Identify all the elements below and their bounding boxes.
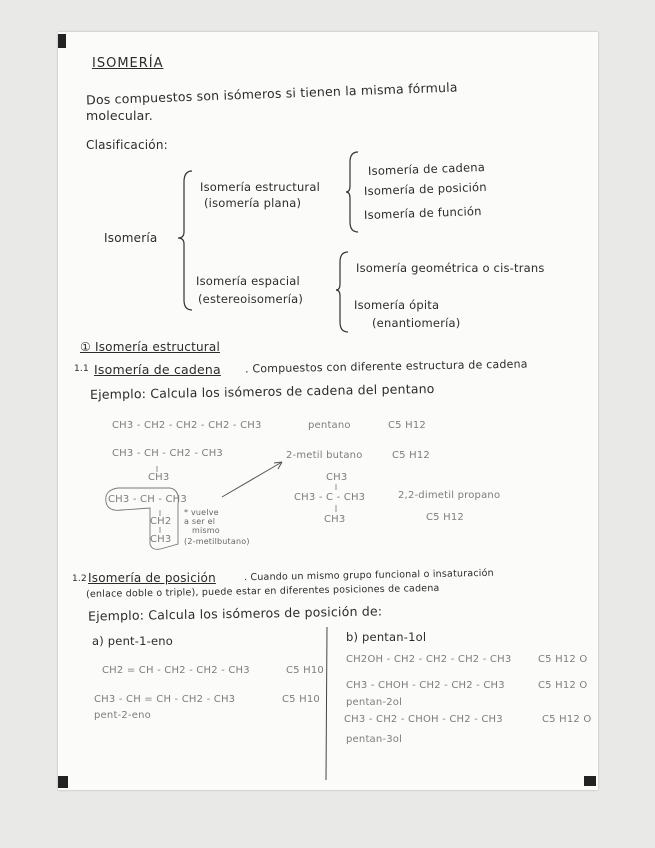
page-title: ISOMERÍA (92, 56, 164, 71)
col-b-formula-2-name: pentan-2ol (346, 697, 403, 708)
intro-line-1: Dos compuestos son isómeros si tienen la misma fórmula (85, 79, 458, 108)
pentane-formula: CH3 - CH2 - CH2 - CH2 - CH3 (112, 420, 262, 431)
spatial-type-geometric: Isomería geométrica o cis-trans (356, 261, 545, 275)
col-a-formula-2-mf: C5 H10 (282, 694, 320, 705)
circled-ch3: CH3 (150, 534, 172, 545)
methylbutane-mf: C5 H12 (392, 450, 430, 461)
dimethyl-name: 2,2-dimetil propano (398, 490, 501, 501)
note-line-2: a ser el (184, 517, 216, 526)
col-a-formula-1: CH2 = CH - CH2 - CH2 - CH3 (102, 665, 250, 676)
circled-ch2: CH2 (150, 516, 172, 527)
page-corner-mark (584, 776, 596, 786)
structural-type-2: Isomería de posición (363, 179, 487, 199)
col-a-formula-2-name: pent-2-eno (94, 710, 151, 721)
col-b-formula-2-mf: C5 H12 O (538, 680, 588, 691)
methylbutane-name: 2-metil butano (286, 450, 363, 461)
section-1-1-title: Isomería de cadena (94, 362, 221, 377)
col-b-formula-1-mf: C5 H12 O (538, 654, 588, 665)
dimethyl-mf: C5 H12 (426, 512, 464, 523)
methylbutane-branch: CH3 (148, 472, 170, 483)
structural-line-1: Isomería estructural (200, 180, 321, 194)
isomeria-root: Isomería (104, 231, 158, 245)
note-line-4: (2-metilbutano) (184, 537, 250, 546)
section-1-heading: ① Isomería estructural (80, 340, 221, 354)
dimethyl-bottom: CH3 (324, 514, 346, 525)
col-b-formula-3-mf: C5 H12 O (542, 714, 592, 725)
structural-line-2: (isomería plana) (204, 196, 302, 210)
section-1-2-title: Isomería de posición (88, 571, 216, 585)
classification-heading: Clasificación: (86, 138, 168, 152)
section-1-1-example: Ejemplo: Calcula los isómeros de cadena del pentano (89, 380, 435, 403)
pentane-name: pentano (308, 420, 351, 431)
spatial-type-optical-1: Isomería ópita (354, 298, 440, 312)
section-1-2-number: 1.2 (72, 574, 87, 584)
structural-type-3: Isomería de función (363, 203, 482, 223)
methylbutane-formula: CH3 - CH - CH2 - CH3 (112, 448, 223, 459)
col-b-formula-2: CH3 - CHOH - CH2 - CH2 - CH3 (346, 680, 505, 691)
note-line-1: * vuelve (184, 508, 219, 517)
section-1-2-example: Ejemplo: Calcula los isómeros de posición de: (87, 603, 383, 624)
section-1-1-desc: . Compuestos con diferente estructura de cadena (244, 357, 528, 376)
circled-formula: CH3 - CH - CH3 (108, 494, 187, 505)
note-line-3: mismo (192, 526, 220, 535)
col-b-formula-1: CH2OH - CH2 - CH2 - CH2 - CH3 (346, 654, 512, 665)
col-b-formula-3-name: pentan-3ol (346, 734, 403, 745)
section-1-1-number: 1.1 (74, 364, 89, 374)
pentane-mf: C5 H12 (388, 420, 426, 431)
col-a-formula-1-mf: C5 H10 (286, 665, 324, 676)
section-1-2-desc-1: . Cuando un mismo grupo funcional o insaturación (243, 567, 494, 584)
col-a-formula-2: CH3 - CH = CH - CH2 - CH3 (94, 694, 236, 705)
spatial-line-2: (estereoisomería) (198, 292, 304, 306)
col-b-heading: b) pentan-1ol (346, 630, 427, 644)
page-corner-mark (58, 776, 68, 788)
dimethyl-top: CH3 (326, 472, 348, 483)
spatial-line-1: Isomería espacial (196, 274, 300, 288)
structural-type-1: Isomería de cadena (367, 159, 486, 179)
col-a-heading: a) pent-1-eno (92, 634, 173, 648)
dimethyl-formula: CH3 - C - CH3 (294, 492, 366, 503)
page-corner-mark (58, 34, 66, 48)
section-1-2-desc-2: (enlace doble o triple), puede estar en diferentes posiciones de cadena (85, 582, 440, 601)
intro-line-2: molecular. (86, 108, 153, 123)
col-b-formula-3: CH3 - CH2 - CHOH - CH2 - CH3 (344, 714, 503, 725)
spatial-type-optical-2: (enantiomería) (372, 316, 461, 330)
